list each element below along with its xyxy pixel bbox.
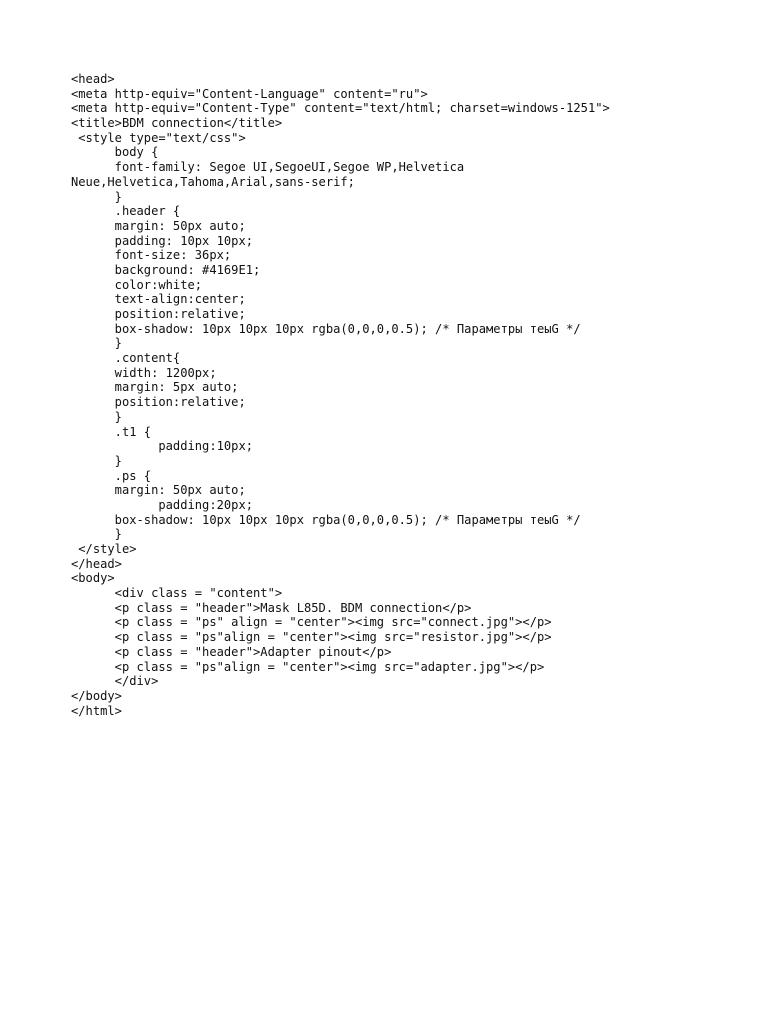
code-line: padding: 10px 10px;: [71, 233, 254, 248]
code-line: <body>: [71, 571, 115, 586]
code-line: padding:20px;: [71, 497, 254, 512]
code-line: font-size: 36px;: [71, 248, 232, 263]
code-line: .ps {: [71, 468, 152, 483]
code-line: <p class = "header">Mask L85D. BDM connection</p>: [71, 600, 472, 615]
code-line: margin: 50px auto;: [71, 218, 246, 233]
code-line: <meta http-equiv="Content-Language" content="ru">: [71, 86, 428, 101]
source-code-listing: [71, 72, 751, 718]
code-line: <div class = "content">: [71, 586, 283, 601]
code-line: </style>: [71, 542, 137, 556]
code-line: </head>: [71, 556, 122, 571]
code-line: text-align:center;: [71, 292, 246, 307]
code-line: .header {: [71, 204, 181, 219]
code-line: <meta http-equiv="Content-Type" content="text/html; charset=windows-1251">: [71, 101, 610, 116]
code-line: box-shadow: 10px 10px 10px rgba(0,0,0,0.5); /* Параметры теыG */: [71, 512, 581, 527]
code-line: .content{: [71, 351, 181, 366]
code-line: Neue,Helvetica,Tahoma,Arial,sans-serif;: [71, 174, 355, 189]
code-line: width: 1200px;: [71, 365, 217, 380]
code-line: <p class = "header">Adapter pinout</p>: [71, 644, 392, 659]
code-line: <p class = "ps" align = "center"><img src="connect.jpg"></p>: [71, 615, 552, 630]
code-line: }: [71, 336, 122, 351]
code-line: </div>: [71, 674, 159, 689]
code-line: font-family: Segoe UI,SegoeUI,Segoe WP,Helvetica: [71, 160, 465, 175]
code-line: <p class = "ps"align = "center"><img src="adapter.jpg"></p>: [71, 659, 545, 674]
code-line: color:white;: [71, 277, 203, 292]
code-line: <head>: [71, 72, 115, 86]
code-line: position:relative;: [71, 307, 246, 321]
code-line: }: [71, 409, 122, 424]
code-line: <p class = "ps"align = "center"><img src="resistor.jpg"></p>: [71, 630, 552, 645]
code-line: .t1 {: [71, 424, 152, 439]
code-line: margin: 5px auto;: [71, 380, 239, 395]
code-line: margin: 50px auto;: [71, 483, 246, 498]
code-line: background: #4169E1;: [71, 262, 261, 277]
code-line: padding:10px;: [71, 439, 254, 454]
code-line: </html>: [71, 703, 122, 718]
code-line: }: [71, 527, 122, 542]
code-line: body {: [71, 145, 159, 160]
code-line: box-shadow: 10px 10px 10px rgba(0,0,0,0.5); /* Параметры теыG */: [71, 321, 581, 336]
code-line: }: [71, 453, 122, 468]
code-line: }: [71, 189, 122, 204]
code-line: position:relative;: [71, 395, 246, 410]
code-line: <style type="text/css">: [71, 130, 246, 145]
code-line: </body>: [71, 688, 122, 703]
code-line: <title>BDM connection</title>: [71, 116, 283, 131]
